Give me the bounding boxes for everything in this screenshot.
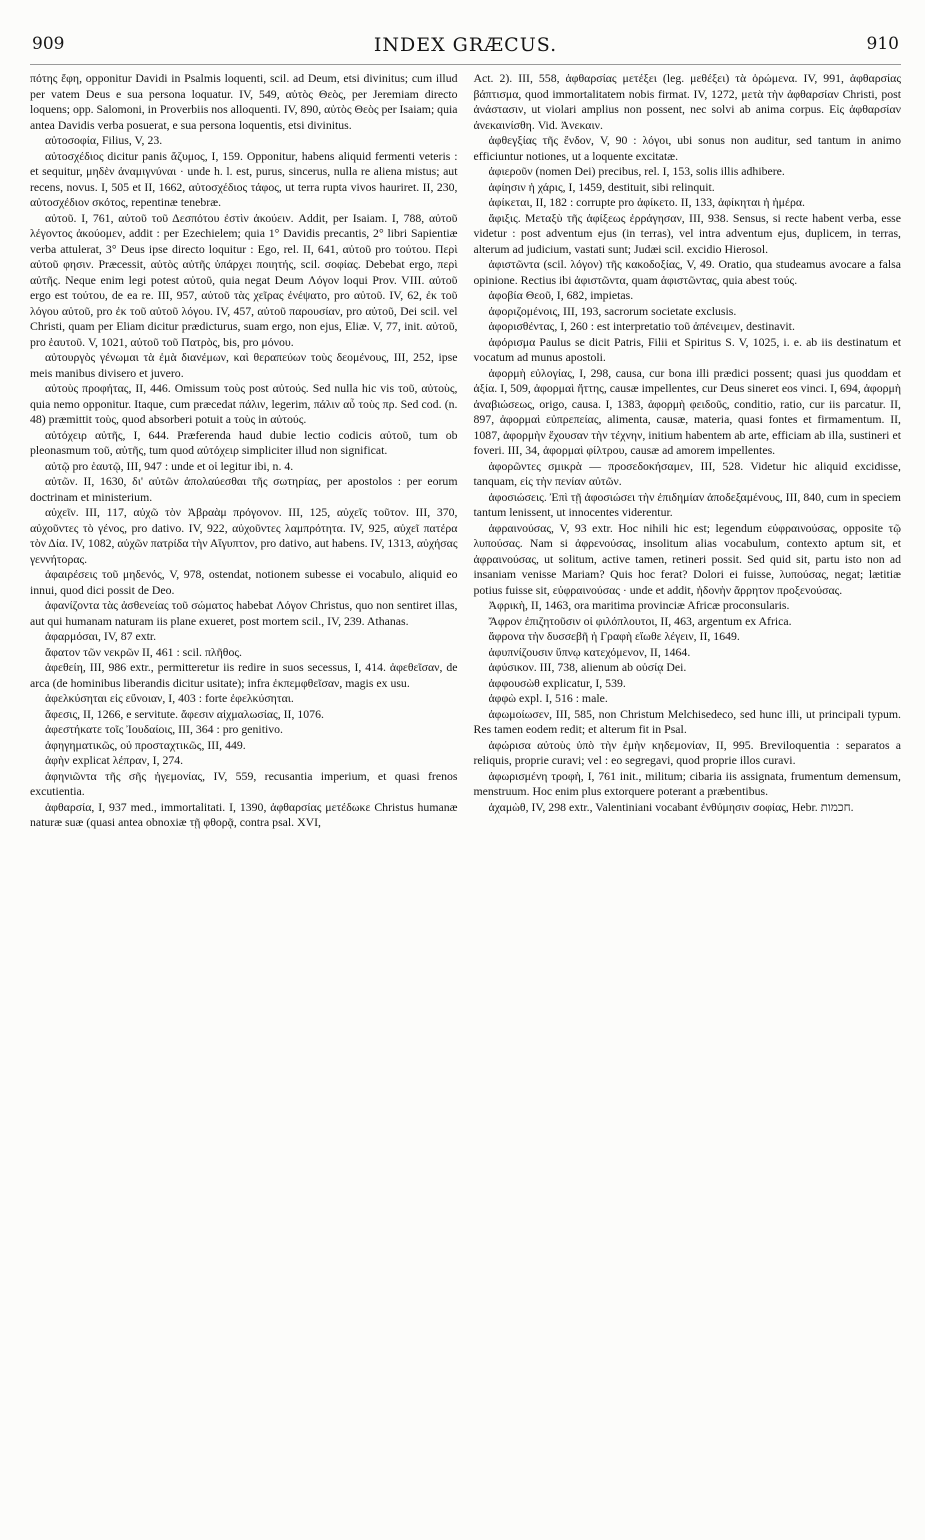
index-entry: ἀφώρισα αὐτοὺς ὑπὸ τὴν ἐμὴν κηδεμονίαν, II, 995. Breviloquentia : separatos a reliquis, proprie curavi; vel : eo segregavi, quod proprie illos curavi. [473, 737, 901, 767]
right-column [474, 71, 902, 831]
index-entry: ἄφρονα τὴν δυσσεβῆ ἡ Γραφὴ εἴωθε λέγειν, II, 1649. [488, 629, 740, 643]
index-entry: Act. 2). III, 558, ἀφθαρσίας μετέξει (leg. μεθέξει) τὰ ὁρώμενα. IV, 991, ἀφθαρσίας βάπτισμα, quod immortalitatem nobis firmat. IV, 1272, μετὰ τὴν ἀφθαρσίαν Christi, post ἀνάστασιν, ut violari amplius non possent, nec solvi ab anima corpus. Εἰς ἀφθαρσίαν ἀνεκαινίσθη. Vid. Ἀνεκαιν. [473, 71, 901, 132]
index-entry: ἀφοβία Θεοῦ, I, 682, impietas. [488, 288, 634, 302]
index-entry: ἀφεστήκατε τοῖς Ἰουδαίοις, III, 364 : pro genitivo. [45, 722, 283, 736]
page-number-left: 909 [32, 34, 65, 54]
index-entry: ἀφηγηματικῶς, οὐ προσταχτικῶς, III, 449. [45, 737, 246, 752]
index-entry: πότης ἔφη, opponitur Davidi in Psalmis loquenti, scil. ad Deum, etsi divinitus; cum illud per vatem Deus e sua persona loquatur. IV, 549, αὐτὸς Θεὸς, per Jeremiam directo loquens; opp. Salomoni, in Proverbiis nos alloquenti. IV, 890, αὐτὸς Θεὸς per Isaiam; quia antea Davidis verba posuerat, e sua persona loquentis, etsi divinitus. [30, 71, 458, 132]
index-entry: ἀφοριζομένοις, III, 193, sacrorum societate exclusis. [488, 303, 737, 318]
index-entry: ἄφεσις, II, 1266, e servitute. ἄφεσιν αἰχμαλωσίας, II, 1076. [45, 706, 324, 721]
index-entry: ἀφφὼ expl. I, 516 : male. [488, 691, 608, 705]
index-entry: Ἄφρον ἐπιζητοῦσιν οἱ φιλόπλουτοι, II, 463, argentum ex Africa. [488, 613, 792, 628]
index-entry: ἀφορῶντες σμικρὰ — προσεδοκήσαμεν, III, 528. Videtur hic aliquid excidisse, tanquam, εἰς τὴν πενίαν αὐτῶν. [473, 458, 901, 488]
index-entry: ἀφηνιῶντα τῆς σῆς ἡγεμονίας, IV, 559, recusantia imperium, et quasi frenos excutientia. [30, 768, 458, 798]
index-entry: αὐτοὺς προφήτας, II, 446. Omissum τοὺς post αὐτούς. Sed nulla hic vis τοῦ, αὐτοὺς, quia nemo opponitur. Itaque, cum præcedat πάλιν, legerim, πάλιν αὖ τοὺς πρ. Sed cod. (n. 48) præmittit τοὺς, quod absorberi potuit a τοὺς in αὐτούς. [30, 381, 458, 426]
index-entry: ἀφθεγξίας τῆς ἔνδον, V, 90 : λόγοι, ubi sonus non auditur, sed tantum in animo efficiuntur notiones, ut a loquente excitatæ. [473, 133, 901, 163]
index-entry: ἀφύσικον. III, 738, alienum ab οὐσίᾳ Dei. [488, 660, 687, 674]
index-entry: ἀφραινούσας, V, 93 extr. Hoc nihili hic est; legendum εὐφραινούσας, opposite τῷ λυπούσας. Nam si ἀφρενούσας, insolitum alias vocabulum, contexto aptum sit, et ἀφραινούσας, ut solitum, active tamen, retineri possit. Sed quid sit, partu isto non ad insaniam venisse Mariam? Quis hoc ferat? Dolori ei fuisse, λυπούσας, negat; lætitiæ potius fuisse sit, εὐφραινούσας · unde et addit, ἡδονὴν ἄρρητον προξενούσας. [473, 520, 901, 597]
index-entry: ἀφωμοίωσεν, III, 585, non Christum Melchisedeco, sed hunc illi, ut principali typum. Res tamen eodem redit; et alterum fit in Psal. [473, 706, 901, 736]
index-entry: ἄφιξις. Μεταξὺ τῆς ἀφίξεως ἐρράγησαν, III, 938. Sensus, si recte habent verba, esse videtur : post adventum ejus (in terras), vel intra adventum ejus, duplicem, in terras, alterum ad judicium, vastati sunt; Judæi scil. excidio Hierosol. [473, 210, 901, 256]
index-entry: ἀφόρισμα Paulus se dicit Patris, Filii et Spiritus S. V, 1025, i. e. ab iis destinatum et vocatum ad munus apostoli. [473, 334, 901, 364]
index-entry: ἀφφουσὼθ explicatur, I, 539. [488, 675, 626, 690]
index-entry: ἀφιεροῦν (nomen Dei) precibus, rel. I, 153, solis illis adhibere. [488, 164, 785, 178]
index-entry: ἀφοσιώσεις. Ἐπὶ τῇ ἀφοσιώσει τὴν ἐπιδημίαν ἀποδεξαμένους, III, 840, cum in speciem tantum lenissent, ut innocentes viderentur. [473, 489, 901, 519]
index-entry: ἀφὴν explicat λέπραν, I, 274. [45, 753, 184, 767]
index-entry: Ἀφρικὴ, II, 1463, ora maritima provinciæ Africæ proconsularis. [488, 598, 790, 612]
index-entry: αὐχεῖν. III, 117, αὐχῶ τὸν Ἀβραὰμ πρόγονον. III, 125, αὐχεῖς τοῦτον. III, 370, αὐχοῦντες τὸ γένος, pro dativo. IV, 922, αὐχοῦντες λαμπρότητα. IV, 925, αὐχεῖ πατέρα τὸν Δία. IV, 1082, αὐχῶν πατρίδα τὴν Αἴγυπτον, pro dativo, aut habens. IV, 1313, αὐχήσας γεννήτορας. [30, 505, 458, 566]
index-entry: αὐτοῦ. I, 761, αὐτοῦ τοῦ Δεσπότου ἐστὶν ἀκούειν. Addit, per Isaiam. I, 788, αὐτοῦ λέγοντος ἀκούομεν, addit : per Ezechielem; quia 1° Davidis precantis, 2° libri Sapientiæ verba attulerat, 3° Deus ipse directo loquitur : Ego, rel. II, 641, αὐτοῦ pro τούτου. Περὶ αὐτοῦ φησιν. Præcessit, αὐτὸς αὐτῆς ὑπάρχει ποιητής, scil. σοφίας. Debebat ergo, περὶ αὐτῆς. Neque enim legi potest αὐτοῦ, quia negat Deum Λόγον loqui Prov. VIII. αὐτοῦ ergo est τούτου, de ea re. III, 957, αὐτοῦ τὰς χεῖρας ἐνέψατο, pro αὐτοῦ. IV, 62, ἐκ τοῦ λόγου αὐτοῦ, pro ἐκ τοῦ αὐτοῦ λόγου. IV, 457, αὐτοῦ παρουσίαν, pro αὐτοῦ, Dei scil. vel Christi, quam per Eliam dicitur prædicturus, suam ergo, non ejus, Eliæ. V, 77, init. αὐτοῦ, pro ἑαυτοῦ. V, 1021, αὐτοῦ τοῦ Πατρὸς, bis, pro μόνου. [30, 210, 458, 349]
index-entry: ἄφατον τῶν νεκρῶν II, 461 : scil. πλῆθος. [45, 644, 242, 659]
index-entry: ἀφορμὴ εὐλογίας, I, 298, causa, cur bona illi prædici possent; quasi jus quoddam et ἀξία. I, 509, ἀφορμαὶ ἥττης, causæ impellentes, cur Deus sineret eos vinci. I, 694, ἀφορμὴ ἀναβιώσεως, origo, causa. I, 1383, ἀφορμὴ φειδοῦς, conditio, ratio, cur iis parcatur. II, 897, ἀφορμαὶ εὐπρεπείας, alimenta, causæ, materia, quasi fontes et firmamentum. II, 1087, ἀφορμὴν ἔχουσαν τὴν τέχνην, initium habentem ab arte, efficiam ab illa, sustineri et foveri. III, 34, ἀφορμαὶ φίλτρου, causæ ad amorem impellentes. [473, 365, 901, 457]
index-entry: ἀφελκύσηται εἰς εὔνοιαν, I, 403 : forte ἐφελκύσηται. [45, 691, 294, 705]
page-header [30, 30, 901, 65]
index-entry: αὐτοσχέδιος dicitur panis ἄζυμος, I, 159. Opponitur, habens aliquid fermenti veteris : et sequitur, μηδὲν ἀναμιγνύναι · unde h. l. est, purus, sincerus, nulla re aliena mistus; aut recens, novus. I, 505 et II, 1662, αὐτοσχέδιος τάφος, ut terra rupta vivos hauriret. II, 230, αὐτοσχέδιον σκότος, repentinæ tenebræ. [30, 148, 458, 209]
index-entry: ἀφανίζοντα τὰς ἀσθενείας τοῦ σώματος habebat Λόγον Christus, quo non sentiret illas, aut qui humanam naturam iis plane exueret, post mortem scil., IV, 239. Athanas. [30, 598, 458, 628]
index-entry: αὐτόχειρ αὐτῆς, I, 644. Præferenda haud dubie lectio codicis αὐτοῦ, tum ob pleonasmum τοῦ, αὐτῆς, tum quod αὐτόχειρ simpliciter illud non significat. [30, 427, 458, 457]
index-entry: αὐτουργὸς γένωμαι τὰ ἐμὰ διανέμων, καὶ θεραπεύων τοὺς δεομένους, III, 252, ipse meis manibus divisero et juvero. [30, 350, 458, 380]
index-entry: αὐτοσοφία, Filius, V, 23. [45, 133, 163, 147]
index-entry: αὐτῷ pro ἑαυτῷ, III, 947 : unde et οἱ legitur ibi, n. 4. [45, 458, 294, 473]
index-entry: ἀφαιρέσεις τοῦ μηδενός, V, 978, ostendat, notionem subesse ei vocabulo, aliquid eo innui, quod dici possit de Deo. [30, 567, 458, 597]
running-title: INDEX GRÆCUS. [373, 34, 558, 56]
index-entry: ἀφωρισμένη τροφὴ, I, 761 init., militum; cibaria iis assignata, frumentum demensum, menstruum. Hoc enim plus extorquere poterant a præbentibus. [473, 768, 901, 798]
page-number-right: 910 [866, 34, 899, 54]
index-entry: ἀφίκεται, II, 182 : corrupte pro ἀφίκετο. II, 133, ἀφίκηται ἡ ἡμέρα. [488, 195, 805, 209]
index-entry: ἀφορισθέντας, I, 260 : est interpretatio τοῦ ἀπένειμεν, destinavit. [488, 319, 795, 333]
index-entry: ἀφθαρσία, I, 937 med., immortalitati. I, 1390, ἀφθαρσίας μετέδωκε Christus humanæ naturæ suæ (quasi antea obnoxiæ τῇ φθορᾷ, contra psal. XVI, [30, 799, 458, 829]
index-entry: ἀφαρμόσαι, IV, 87 extr. [45, 629, 157, 643]
index-entry: ἀφίησιν ἡ χάρις, I, 1459, destituit, sibi relinquit. [488, 179, 715, 194]
index-entry: αὐτῶν. II, 1630, δι' αὐτῶν ἀπολαύεσθαι τῆς σωτηρίας, per apostolos : per eorum doctrinam et ministerium. [30, 474, 458, 504]
index-entry: ἀφυπνίζουσιν ὕπνῳ κατεχόμενον, II, 1464. [488, 644, 691, 659]
left-column [30, 71, 458, 831]
index-entry: ἀχαμὼθ, IV, 298 extr., Valentiniani vocabant ἐνθύμησιν σοφίας, Hebr. חכמות. [488, 799, 854, 814]
index-entry: ἀφεθείη, III, 986 extr., permitteretur iis redire in suos secessus, I, 414. ἀφεθεῖσαν, de arca (de hominibus liberandis dicitur usitate); infra ἐκπεμφθεῖσαν, magis ex usu. [30, 660, 458, 690]
two-column-body [30, 71, 901, 831]
index-entry: ἀφιστῶντα (scil. λόγον) τῆς κακοδοξίας, V, 49. Oratio, qua studeamus avocare a falsa opinione. Rectius ibi ἀφιστῶντα, quam ἀφιστῶντας, quia abest τούς. [473, 257, 901, 287]
